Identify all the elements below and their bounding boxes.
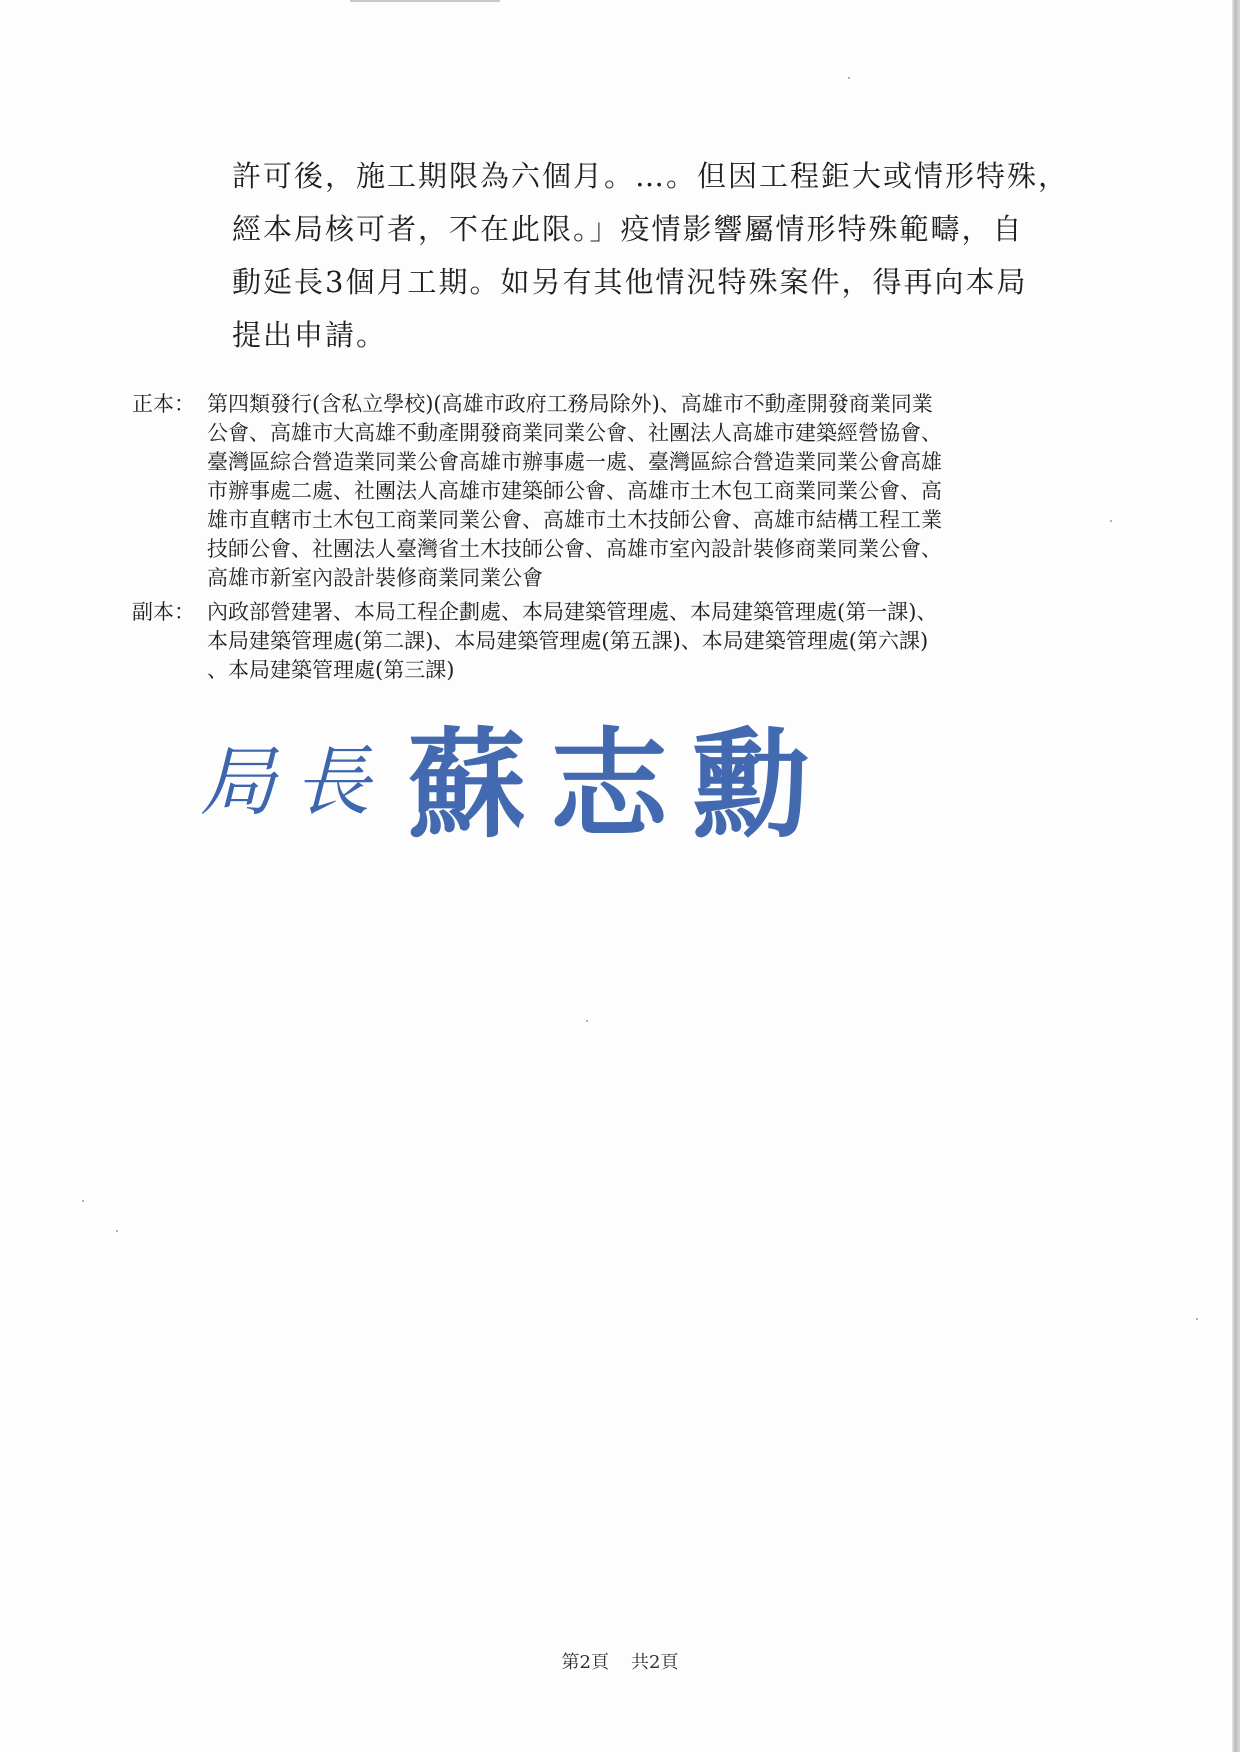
- scan-speck: [1110, 520, 1112, 522]
- primary-recipients: [132, 390, 1107, 593]
- primary-recipients-list: [207, 390, 1107, 593]
- copy-recipients-list: [207, 598, 1107, 685]
- primary-recipients-label: 正本：: [132, 392, 195, 416]
- scan-mark: [350, 0, 500, 2]
- recipients-line: 內政部營建署、本局工程企劃處、本局建築管理處、本局建築管理處(第一課)、: [207, 600, 938, 624]
- recipients-line: 高雄市新室內設計裝修商業同業公會: [207, 566, 543, 590]
- recipients-line: 雄市直轄市土木包工商業同業公會、高雄市土木技師公會、高雄市結構工程工業: [207, 508, 942, 532]
- recipients-line: 本局建築管理處(第二課)、本局建築管理處(第五課)、本局建築管理處(第六課): [207, 629, 929, 653]
- recipients-line: 技師公會、社團法人臺灣省土木技師公會、高雄市室內設計裝修商業同業公會、: [207, 537, 942, 561]
- page-total: 共2頁: [631, 1652, 679, 1673]
- stamp-title: 局長: [200, 736, 388, 826]
- recipients-line: 第四類發行(含私立學校)(高雄市政府工務局除外)、高雄市不動產開發商業同業: [207, 392, 933, 416]
- page-number: 第2頁: [561, 1652, 609, 1673]
- body-line: 提出申請。: [232, 318, 388, 352]
- recipients-line: 市辦事處二處、社團法人高雄市建築師公會、高雄市土木包工商業同業公會、高: [207, 479, 942, 503]
- recipients-line: 、本局建築管理處(第三課): [207, 658, 455, 682]
- recipients-line: 臺灣區綜合營造業同業公會高雄市辦事處一處、臺灣區綜合營造業同業公會高雄: [207, 450, 942, 474]
- copy-recipients-label: 副本：: [132, 600, 195, 624]
- scan-speck: [848, 77, 850, 79]
- scan-speck: [586, 1020, 588, 1022]
- scan-speck: [1196, 1318, 1198, 1320]
- page-footer: [0, 1648, 1240, 1674]
- scan-speck: [116, 1230, 118, 1232]
- director-signature-stamp: [200, 705, 835, 854]
- body-line: 經本局核可者，不在此限。」疫情影響屬情形特殊範疇，自: [232, 212, 1024, 246]
- recipients-line: 公會、高雄市大高雄不動產開發商業同業公會、社團法人高雄市建築經營協會、: [207, 421, 942, 445]
- stamp-name: 蘇志勳: [408, 715, 835, 854]
- scan-edge: [1232, 0, 1240, 1752]
- body-line: 許可後，施工期限為六個月。…。但因工程鉅大或情形特殊，: [232, 159, 1070, 193]
- body-line: 動延長3個月工期。如另有其他情況特殊案件，得再向本局: [232, 265, 1028, 299]
- scan-speck: [82, 1200, 84, 1202]
- body-paragraph: [232, 150, 1102, 362]
- copy-recipients: [132, 598, 1107, 685]
